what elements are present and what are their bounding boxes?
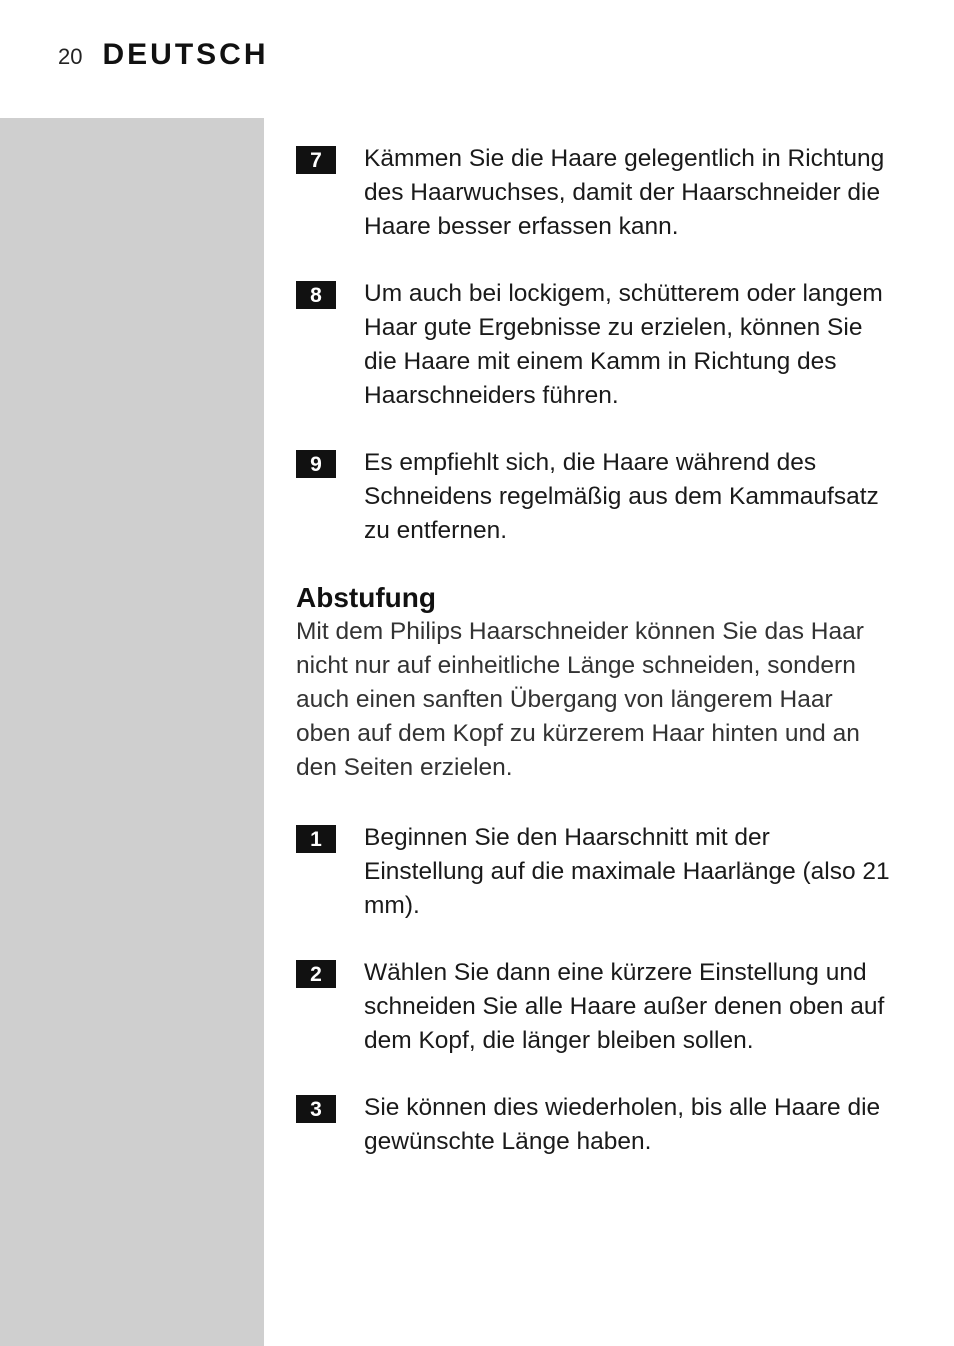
step-text: Um auch bei lockigem, schütterem oder langem Haar gute Ergebnisse zu erzielen, können Sie die Haare mit einem Kamm in Richtung des Haarschneiders führen. [364, 280, 883, 409]
left-margin-band [0, 118, 264, 1346]
step-number-badge: 3 [296, 1095, 336, 1123]
page-number: 20 [58, 44, 83, 69]
step-text: Es empfiehlt sich, die Haare während des Schneidens regelmäßig aus dem Kammaufsatz zu entfernen. [364, 449, 879, 544]
step-item [296, 277, 896, 413]
step-text: Kämmen Sie die Haare gelegentlich in Richtung des Haarwuchses, damit der Haarschneider die Haare besser erfassen kann. [364, 145, 885, 240]
step-item [296, 1091, 896, 1159]
section-title: DEUTSCH [102, 38, 269, 71]
page-header [58, 38, 269, 78]
step-item [296, 956, 896, 1058]
step-number-badge: 2 [296, 960, 336, 988]
section-intro-paragraph: Mit dem Philips Haarschneider können Sie das Haar nicht nur auf einheitliche Länge schneiden, sondern auch einen sanften Übergang von längerem Haar oben auf dem Kopf zu kürzerem Haar hinten und an den Seiten erzielen. [296, 618, 864, 781]
section-heading-abstufung: Abstufung [296, 582, 436, 613]
step-number-badge: 8 [296, 281, 336, 309]
step-item [296, 446, 896, 548]
step-number-badge: 1 [296, 825, 336, 853]
step-text: Sie können dies wiederholen, bis alle Haare die gewünschte Länge haben. [364, 1094, 881, 1155]
step-item [296, 142, 896, 244]
main-content [296, 142, 896, 1192]
step-text: Wählen Sie dann eine kürzere Einstellung und schneiden Sie alle Haare außer denen oben auf dem Kopf, die länger bleiben sollen. [364, 959, 885, 1054]
step-item [296, 821, 896, 923]
step-text: Beginnen Sie den Haarschnitt mit der Einstellung auf die maximale Haarlänge (also 21 mm). [364, 824, 890, 919]
step-number-badge: 7 [296, 146, 336, 174]
step-number-badge: 9 [296, 450, 336, 478]
